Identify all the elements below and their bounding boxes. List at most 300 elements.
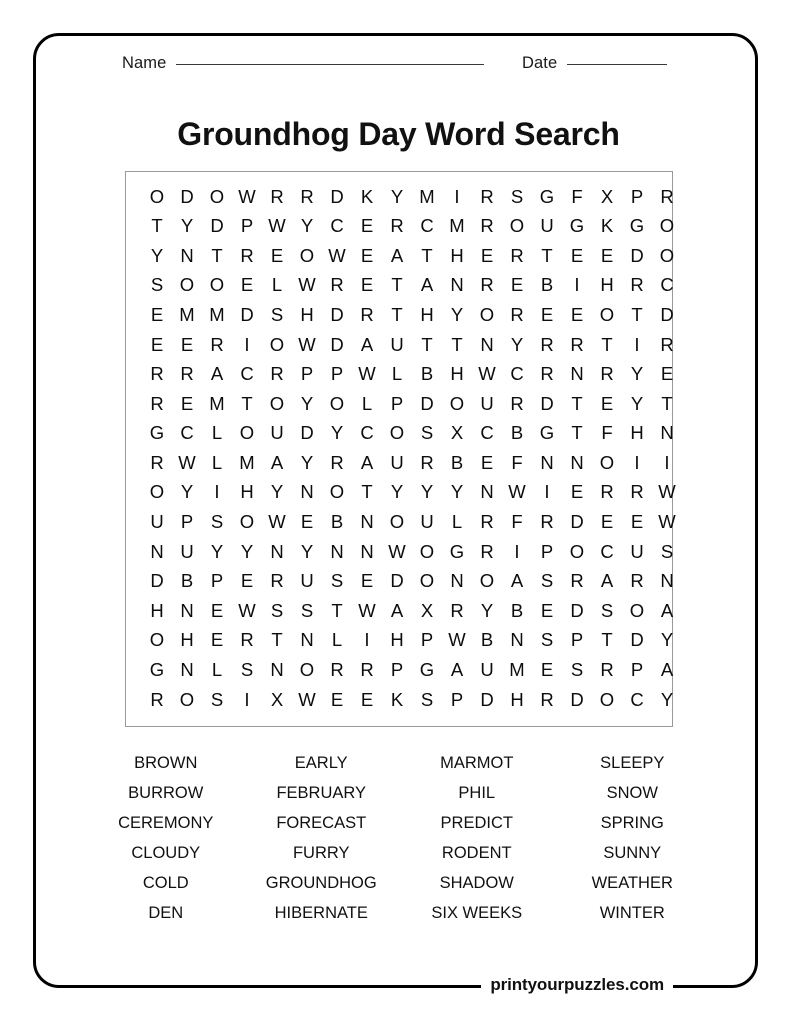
grid-cell[interactable]: P — [630, 185, 644, 207]
word-list-item[interactable]: COLD — [142, 874, 189, 892]
grid-cell[interactable]: R — [150, 688, 164, 710]
grid-cell[interactable]: N — [450, 570, 464, 592]
grid-cell[interactable]: O — [209, 185, 225, 207]
grid-cell[interactable]: F — [511, 451, 523, 473]
grid-cell[interactable]: P — [390, 392, 404, 414]
grid-cell[interactable]: Y — [420, 481, 434, 503]
grid-cell[interactable]: R — [330, 451, 344, 473]
grid-cell[interactable]: N — [540, 451, 554, 473]
grid-cell[interactable]: F — [601, 422, 613, 444]
grid-cell[interactable]: E — [570, 481, 584, 503]
grid-cell[interactable]: S — [540, 570, 554, 592]
grid-cell[interactable]: S — [270, 599, 284, 621]
word-list-item[interactable]: FURRY — [292, 844, 350, 862]
grid-cell[interactable]: Y — [180, 481, 194, 503]
grid-cell[interactable]: T — [541, 244, 553, 266]
word-list-item[interactable]: CEREMONY — [118, 814, 214, 832]
grid-cell[interactable]: G — [539, 422, 555, 444]
grid-cell[interactable]: N — [660, 570, 674, 592]
grid-cell[interactable]: I — [544, 481, 550, 503]
grid-cell[interactable]: O — [419, 570, 435, 592]
grid-cell[interactable]: L — [211, 659, 223, 681]
grid-cell[interactable]: S — [300, 599, 314, 621]
grid-cell[interactable]: I — [244, 333, 250, 355]
grid-cell[interactable]: R — [150, 363, 164, 385]
grid-cell[interactable]: G — [629, 215, 645, 237]
word-list-item[interactable]: SLEEPY — [600, 754, 665, 772]
grid-cell[interactable]: E — [540, 303, 554, 325]
grid-cell[interactable]: S — [240, 659, 254, 681]
grid-cell[interactable]: E — [180, 392, 194, 414]
grid-cell[interactable]: W — [298, 274, 316, 296]
word-list-item[interactable]: PHIL — [458, 784, 496, 802]
grid-cell[interactable]: H — [450, 363, 464, 385]
grid-cell[interactable]: M — [209, 303, 225, 325]
grid-cell[interactable]: O — [149, 185, 165, 207]
grid-cell[interactable]: D — [330, 303, 344, 325]
grid-cell[interactable]: P — [450, 688, 464, 710]
grid-cell[interactable]: W — [508, 481, 526, 503]
date-field[interactable] — [522, 54, 667, 82]
grid-cell[interactable]: N — [570, 363, 584, 385]
grid-cell[interactable]: D — [660, 303, 674, 325]
grid-cell[interactable]: T — [571, 392, 583, 414]
grid-cell[interactable]: O — [509, 215, 525, 237]
grid-cell[interactable]: T — [661, 392, 673, 414]
grid-cell[interactable]: O — [209, 274, 225, 296]
grid-cell[interactable]: W — [298, 688, 316, 710]
grid-cell[interactable]: D — [150, 570, 164, 592]
grid-cell[interactable]: W — [328, 244, 346, 266]
grid-cell[interactable]: N — [570, 451, 584, 473]
grid-cell[interactable]: R — [630, 274, 644, 296]
grid-cell[interactable]: R — [330, 274, 344, 296]
name-write-line[interactable] — [176, 64, 484, 65]
grid-cell[interactable]: W — [238, 599, 256, 621]
grid-cell[interactable]: E — [240, 570, 254, 592]
grid-cell[interactable]: M — [419, 185, 435, 207]
grid-cell[interactable]: M — [179, 303, 195, 325]
word-list-item[interactable]: SNOW — [606, 784, 658, 802]
grid-cell[interactable]: U — [270, 422, 284, 444]
grid-cell[interactable]: N — [510, 629, 524, 651]
grid-cell[interactable]: Y — [450, 481, 464, 503]
grid-cell[interactable]: H — [180, 629, 194, 651]
grid-cell[interactable]: R — [450, 599, 464, 621]
grid-cell[interactable]: W — [478, 363, 496, 385]
grid-cell[interactable]: I — [634, 333, 640, 355]
grid-cell[interactable]: D — [240, 303, 254, 325]
grid-cell[interactable]: A — [360, 333, 374, 355]
grid-cell[interactable]: C — [600, 540, 614, 562]
grid-cell[interactable]: E — [360, 274, 374, 296]
grid-cell[interactable]: U — [630, 540, 644, 562]
grid-cell[interactable]: R — [480, 540, 494, 562]
grid-cell[interactable]: R — [270, 570, 284, 592]
grid-cell[interactable]: I — [634, 451, 640, 473]
grid-cell[interactable]: R — [390, 215, 404, 237]
grid-cell[interactable]: R — [180, 363, 194, 385]
grid-cell[interactable]: D — [330, 333, 344, 355]
grid-cell[interactable]: N — [180, 659, 194, 681]
grid-cell[interactable]: R — [660, 185, 674, 207]
grid-cell[interactable]: N — [330, 540, 344, 562]
grid-cell[interactable]: T — [571, 422, 583, 444]
word-list-item[interactable]: SHADOW — [439, 874, 514, 892]
grid-cell[interactable]: S — [660, 540, 674, 562]
grid-cell[interactable]: O — [449, 392, 465, 414]
grid-cell[interactable]: Y — [450, 303, 464, 325]
grid-cell[interactable]: O — [329, 481, 345, 503]
grid-cell[interactable]: E — [360, 688, 374, 710]
grid-cell[interactable]: Y — [630, 363, 644, 385]
grid-cell[interactable]: X — [270, 688, 284, 710]
grid-cell[interactable]: R — [510, 303, 524, 325]
grid-cell[interactable]: R — [630, 570, 644, 592]
grid-cell[interactable]: U — [150, 511, 164, 533]
grid-cell[interactable]: R — [510, 244, 524, 266]
word-list-item[interactable]: FEBRUARY — [276, 784, 367, 802]
grid-cell[interactable]: M — [449, 215, 465, 237]
grid-cell[interactable]: E — [210, 599, 224, 621]
grid-cell[interactable]: N — [180, 599, 194, 621]
grid-cell[interactable]: S — [600, 599, 614, 621]
grid-cell[interactable]: R — [540, 511, 554, 533]
grid-cell[interactable]: R — [480, 511, 494, 533]
grid-cell[interactable]: O — [389, 511, 405, 533]
grid-cell[interactable]: D — [180, 185, 194, 207]
grid-cell[interactable]: D — [480, 688, 494, 710]
word-list-item[interactable]: SUNNY — [603, 844, 662, 862]
grid-cell[interactable]: R — [570, 570, 584, 592]
grid-cell[interactable]: B — [330, 511, 344, 533]
grid-cell[interactable]: N — [480, 481, 494, 503]
grid-cell[interactable]: R — [540, 688, 554, 710]
grid-cell[interactable]: T — [601, 629, 613, 651]
grid-cell[interactable]: I — [244, 688, 250, 710]
grid-cell[interactable]: T — [391, 303, 403, 325]
grid-cell[interactable]: A — [600, 570, 614, 592]
grid-cell[interactable]: R — [600, 363, 614, 385]
grid-cell[interactable]: E — [600, 392, 614, 414]
grid-cell[interactable]: B — [510, 422, 524, 444]
grid-cell[interactable]: O — [659, 215, 675, 237]
grid-cell[interactable]: Y — [150, 244, 164, 266]
grid-cell[interactable]: P — [330, 363, 344, 385]
grid-cell[interactable]: T — [391, 274, 403, 296]
grid-cell[interactable]: T — [451, 333, 463, 355]
grid-cell[interactable]: X — [600, 185, 614, 207]
grid-cell[interactable]: O — [389, 422, 405, 444]
grid-cell[interactable]: R — [300, 185, 314, 207]
grid-cell[interactable]: R — [420, 451, 434, 473]
grid-cell[interactable]: C — [360, 422, 374, 444]
grid-cell[interactable]: I — [514, 540, 520, 562]
grid-cell[interactable]: D — [390, 570, 404, 592]
grid-cell[interactable]: E — [480, 244, 494, 266]
grid-cell[interactable]: O — [419, 540, 435, 562]
grid-cell[interactable]: N — [480, 333, 494, 355]
word-list-item[interactable]: FORECAST — [276, 814, 367, 832]
grid-cell[interactable]: Y — [240, 540, 254, 562]
grid-cell[interactable]: X — [450, 422, 464, 444]
grid-cell[interactable]: C — [660, 274, 674, 296]
grid-cell[interactable]: P — [540, 540, 554, 562]
grid-cell[interactable]: R — [240, 244, 254, 266]
grid-cell[interactable]: I — [454, 185, 460, 207]
grid-cell[interactable]: L — [331, 629, 343, 651]
grid-cell[interactable]: O — [269, 392, 285, 414]
grid-cell[interactable]: W — [238, 185, 256, 207]
grid-cell[interactable]: R — [360, 659, 374, 681]
grid-cell[interactable]: T — [421, 333, 433, 355]
grid-cell[interactable]: O — [239, 511, 255, 533]
grid-cell[interactable]: A — [270, 451, 284, 473]
grid-cell[interactable]: A — [660, 659, 674, 681]
grid-cell[interactable]: O — [299, 244, 315, 266]
grid-cell[interactable]: O — [629, 599, 645, 621]
grid-cell[interactable]: D — [570, 688, 584, 710]
word-list-item[interactable]: CLOUDY — [131, 844, 201, 862]
grid-cell[interactable]: W — [658, 481, 676, 503]
grid-cell[interactable]: G — [569, 215, 585, 237]
grid-cell[interactable]: O — [239, 422, 255, 444]
grid-cell[interactable]: R — [510, 392, 524, 414]
grid-cell[interactable]: N — [270, 540, 284, 562]
grid-cell[interactable]: S — [270, 303, 284, 325]
grid-cell[interactable]: W — [268, 511, 286, 533]
word-list-item[interactable]: BURROW — [128, 784, 204, 802]
grid-cell[interactable]: E — [570, 244, 584, 266]
grid-cell[interactable]: Y — [660, 629, 674, 651]
grid-cell[interactable]: W — [658, 511, 676, 533]
grid-cell[interactable]: E — [180, 333, 194, 355]
word-list-item[interactable]: EARLY — [294, 754, 348, 772]
grid-cell[interactable]: I — [364, 629, 370, 651]
grid-cell[interactable]: H — [600, 274, 614, 296]
grid-cell[interactable]: R — [600, 659, 614, 681]
grid-cell[interactable]: G — [149, 659, 165, 681]
grid-cell[interactable]: E — [360, 570, 374, 592]
grid-cell[interactable]: G — [149, 422, 165, 444]
grid-cell[interactable]: Y — [270, 481, 284, 503]
grid-cell[interactable]: M — [509, 659, 525, 681]
grid-cell[interactable]: O — [599, 688, 615, 710]
grid-cell[interactable]: O — [149, 629, 165, 651]
grid-cell[interactable]: W — [358, 363, 376, 385]
grid-cell[interactable]: O — [329, 392, 345, 414]
grid-cell[interactable]: A — [360, 451, 374, 473]
grid-cell[interactable]: Y — [300, 540, 314, 562]
grid-cell[interactable]: O — [599, 303, 615, 325]
grid-cell[interactable]: Y — [480, 599, 494, 621]
grid-cell[interactable]: T — [631, 303, 643, 325]
grid-cell[interactable]: R — [330, 659, 344, 681]
grid-cell[interactable]: H — [450, 244, 464, 266]
grid-cell[interactable]: T — [421, 244, 433, 266]
word-list-item[interactable]: GROUNDHOG — [265, 874, 377, 892]
grid-cell[interactable]: B — [540, 274, 554, 296]
grid-cell[interactable]: O — [479, 303, 495, 325]
grid-cell[interactable]: E — [330, 688, 344, 710]
grid-cell[interactable]: M — [209, 392, 225, 414]
grid-cell[interactable]: N — [300, 629, 314, 651]
grid-cell[interactable]: E — [630, 511, 644, 533]
grid-cell[interactable]: W — [178, 451, 196, 473]
grid-cell[interactable]: R — [150, 392, 164, 414]
grid-cell[interactable]: E — [480, 451, 494, 473]
grid-cell[interactable]: L — [391, 363, 403, 385]
grid-cell[interactable]: I — [664, 451, 670, 473]
grid-cell[interactable]: W — [298, 333, 316, 355]
grid-cell[interactable]: C — [180, 422, 194, 444]
grid-cell[interactable]: N — [450, 274, 464, 296]
grid-cell[interactable]: U — [480, 659, 494, 681]
grid-cell[interactable]: E — [360, 215, 374, 237]
grid-cell[interactable]: U — [390, 333, 404, 355]
grid-cell[interactable]: E — [150, 303, 164, 325]
grid-cell[interactable]: P — [390, 659, 404, 681]
grid-cell[interactable]: I — [214, 481, 220, 503]
grid-cell[interactable]: S — [420, 688, 434, 710]
grid-cell[interactable]: D — [570, 599, 584, 621]
grid-cell[interactable]: P — [420, 629, 434, 651]
grid-cell[interactable]: E — [600, 511, 614, 533]
grid-cell[interactable]: S — [420, 422, 434, 444]
grid-cell[interactable]: S — [150, 274, 164, 296]
grid-cell[interactable]: A — [450, 659, 464, 681]
grid-cell[interactable]: N — [150, 540, 164, 562]
grid-cell[interactable]: U — [180, 540, 194, 562]
grid-cell[interactable]: W — [388, 540, 406, 562]
grid-cell[interactable]: K — [390, 688, 404, 710]
grid-cell[interactable]: N — [360, 511, 374, 533]
grid-cell[interactable]: G — [539, 185, 555, 207]
grid-cell[interactable]: H — [150, 599, 164, 621]
word-list-item[interactable]: WEATHER — [591, 874, 673, 892]
grid-cell[interactable]: D — [210, 215, 224, 237]
grid-cell[interactable]: R — [540, 333, 554, 355]
grid-cell[interactable]: O — [149, 481, 165, 503]
grid-cell[interactable]: K — [360, 185, 374, 207]
grid-cell[interactable]: A — [510, 570, 524, 592]
word-list-item[interactable]: WINTER — [599, 904, 665, 922]
grid-cell[interactable]: E — [300, 511, 314, 533]
grid-cell[interactable]: H — [390, 629, 404, 651]
grid-cell[interactable]: Y — [210, 540, 224, 562]
grid-cell[interactable]: T — [241, 392, 253, 414]
grid-cell[interactable]: L — [451, 511, 463, 533]
grid-cell[interactable]: A — [420, 274, 434, 296]
grid-cell[interactable]: C — [510, 363, 524, 385]
grid-cell[interactable]: H — [510, 688, 524, 710]
grid-cell[interactable]: O — [179, 688, 195, 710]
grid-cell[interactable]: Y — [660, 688, 674, 710]
grid-cell[interactable]: P — [240, 215, 254, 237]
grid-cell[interactable]: O — [569, 540, 585, 562]
grid-cell[interactable]: R — [540, 363, 554, 385]
grid-cell[interactable]: B — [450, 451, 464, 473]
grid-cell[interactable]: N — [660, 422, 674, 444]
grid-cell[interactable]: Y — [300, 392, 314, 414]
grid-cell[interactable]: N — [360, 540, 374, 562]
grid-cell[interactable]: R — [270, 185, 284, 207]
name-field[interactable] — [122, 54, 484, 82]
grid-cell[interactable]: T — [331, 599, 343, 621]
grid-cell[interactable]: Y — [330, 422, 344, 444]
grid-cell[interactable]: W — [448, 629, 466, 651]
grid-cell[interactable]: H — [420, 303, 434, 325]
word-list-item[interactable]: SPRING — [600, 814, 664, 832]
grid-cell[interactable]: O — [599, 451, 615, 473]
grid-cell[interactable]: C — [420, 215, 434, 237]
grid-cell[interactable]: R — [240, 629, 254, 651]
grid-cell[interactable]: E — [600, 244, 614, 266]
grid-cell[interactable]: R — [360, 303, 374, 325]
grid-cell[interactable]: O — [479, 570, 495, 592]
grid-cell[interactable]: O — [299, 659, 315, 681]
grid-cell[interactable]: X — [420, 599, 434, 621]
grid-cell[interactable]: T — [151, 215, 163, 237]
grid-cell[interactable]: O — [179, 274, 195, 296]
grid-cell[interactable]: I — [574, 274, 580, 296]
grid-cell[interactable]: W — [268, 215, 286, 237]
grid-cell[interactable]: D — [570, 511, 584, 533]
grid-cell[interactable]: O — [659, 244, 675, 266]
grid-cell[interactable]: Y — [300, 215, 314, 237]
grid-cell[interactable]: S — [210, 511, 224, 533]
grid-cell[interactable]: D — [300, 422, 314, 444]
grid-cell[interactable]: Y — [510, 333, 524, 355]
grid-cell[interactable]: P — [210, 570, 224, 592]
grid-cell[interactable]: E — [270, 244, 284, 266]
grid-cell[interactable]: R — [480, 185, 494, 207]
grid-cell[interactable]: R — [210, 333, 224, 355]
grid-cell[interactable]: M — [239, 451, 255, 473]
grid-cell[interactable]: D — [330, 185, 344, 207]
grid-cell[interactable]: L — [361, 392, 373, 414]
grid-cell[interactable]: Y — [630, 392, 644, 414]
word-list-item[interactable]: MARMOT — [440, 754, 514, 772]
grid-cell[interactable]: L — [271, 274, 283, 296]
grid-cell[interactable]: E — [240, 274, 254, 296]
grid-cell[interactable]: N — [270, 659, 284, 681]
grid-cell[interactable]: P — [300, 363, 314, 385]
grid-cell[interactable]: C — [240, 363, 254, 385]
grid-cell[interactable]: L — [211, 422, 223, 444]
grid-cell[interactable]: U — [420, 511, 434, 533]
word-list-item[interactable]: RODENT — [441, 844, 512, 862]
grid-cell[interactable]: G — [419, 659, 435, 681]
grid-cell[interactable]: T — [601, 333, 613, 355]
grid-cell[interactable]: R — [570, 333, 584, 355]
grid-cell[interactable]: S — [210, 688, 224, 710]
grid-cell[interactable]: N — [180, 244, 194, 266]
grid-cell[interactable]: C — [480, 422, 494, 444]
grid-cell[interactable]: K — [600, 215, 614, 237]
grid-cell[interactable]: R — [630, 481, 644, 503]
grid-cell[interactable]: U — [540, 215, 554, 237]
word-list-item[interactable]: PREDICT — [440, 814, 513, 832]
grid-cell[interactable]: F — [571, 185, 583, 207]
grid-cell[interactable]: S — [540, 629, 554, 651]
grid-cell[interactable]: E — [510, 274, 524, 296]
grid-cell[interactable]: R — [480, 274, 494, 296]
grid-cell[interactable]: G — [449, 540, 465, 562]
grid-cell[interactable]: E — [210, 629, 224, 651]
grid-cell[interactable]: U — [480, 392, 494, 414]
grid-cell[interactable]: P — [180, 511, 194, 533]
